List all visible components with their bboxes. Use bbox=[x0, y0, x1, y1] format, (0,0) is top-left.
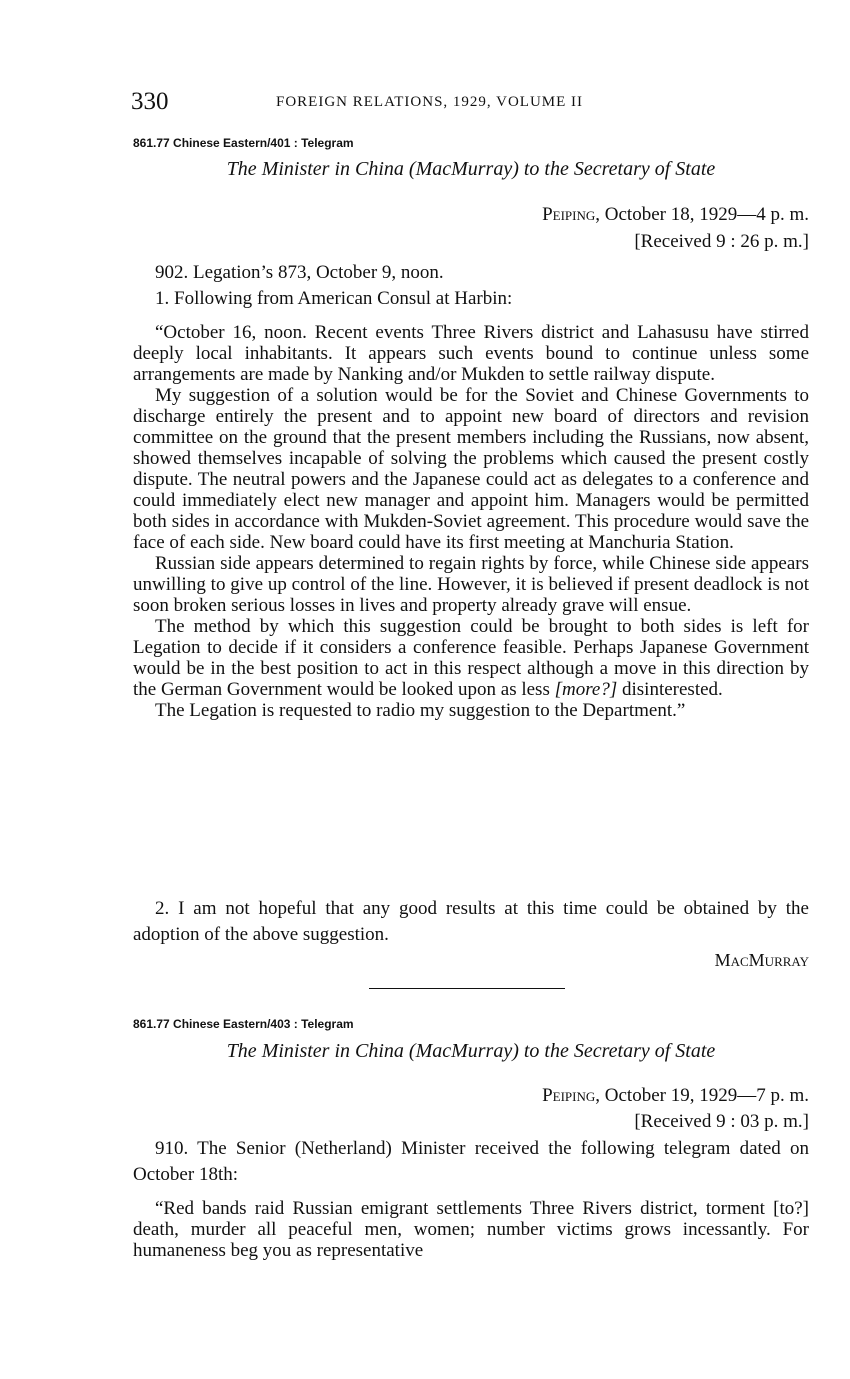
quote-paragraph: My suggestion of a solution would be for the Soviet and Chinese Governments to discharge entirely the present and to appoint new board of directors and revision committee on the ground that the present members including the Russians, now absent, showed themselves incapable of solving the problems which caused the present costly dispute. The neutral powers and the Japanese could act as delegates to a conference and could immediately elect new manager and appoint him. Managers would be permitted both sides in accordance with Mukden-Soviet agreement. This procedure would save the face of each side. New board could have its first meeting at Manchuria Station. bbox=[133, 385, 809, 553]
document-title-2: The Minister in China (MacMurray) to the Secretary of State bbox=[226, 1040, 716, 1062]
dateline-2 bbox=[133, 1083, 809, 1108]
page-number: 330 bbox=[131, 88, 169, 115]
intro-line-1: 902. Legation’s 873, October 9, noon. bbox=[155, 262, 444, 283]
quote-text: The method by which this suggestion could be brought to both sides is left for Legation to decide if it considers a conference feasible. Perhaps Japanese Government would be in the best position to act in this respect although a move in this direction by the German Government would be looked upon as less bbox=[133, 616, 809, 700]
received-line-1: [Received 9 : 26 p. m.] bbox=[634, 231, 809, 252]
quote-paragraph bbox=[133, 616, 809, 700]
running-head: FOREIGN RELATIONS, 1929, VOLUME II bbox=[276, 94, 584, 110]
editorial-insertion: [more?] bbox=[554, 679, 618, 700]
closing-paragraph-1: 2. I am not hopeful that any good results at this time could be obtained by the adoption of the above suggestion. bbox=[133, 898, 809, 945]
quote-text: disinterested. bbox=[617, 679, 723, 700]
quoted-telegram-2 bbox=[133, 1198, 809, 1261]
quote-paragraph: “October 16, noon. Recent events Three Rivers district and Lahasusu have stirred deeply local inhabitants. It appears such events bound to continue unless some arrangements are made by Nanking and/or Mukden to settle railway dispute. bbox=[133, 322, 809, 385]
intro-line-2: 1. Following from American Consul at Harbin: bbox=[155, 288, 513, 309]
quote-paragraph: Russian side appears determined to regain rights by force, while Chinese side appears unwilling to give up control of the line. However, it is believed if present deadlock is not soon broken serious losses in lives and property already grave will ensue. bbox=[133, 553, 809, 616]
dateline-place: Peiping bbox=[542, 204, 596, 225]
page-header bbox=[133, 88, 809, 118]
quote-paragraph: The Legation is requested to radio my suggestion to the Department.” bbox=[155, 700, 686, 721]
dateline-1 bbox=[133, 202, 809, 227]
quoted-telegram-1 bbox=[133, 322, 809, 721]
intro-paragraph-2: 910. The Senior (Netherland) Minister received the following telegram dated on October 18th: bbox=[133, 1138, 809, 1185]
file-reference-2: 861.77 Chinese Eastern/403 : Telegram bbox=[133, 1017, 354, 1031]
section-divider bbox=[369, 988, 565, 989]
quote-paragraph: “Red bands raid Russian emigrant settlements Three Rivers district, torment [to?] death, murder all peaceful men, women; number victims grows incessantly. For humaneness beg you as representative bbox=[133, 1198, 809, 1261]
dateline-place: Peiping bbox=[542, 1085, 596, 1106]
document-title-1: The Minister in China (MacMurray) to the Secretary of State bbox=[226, 158, 716, 180]
dateline-date: , October 19, 1929—7 p. m. bbox=[595, 1085, 809, 1106]
dateline-date: , October 18, 1929—4 p. m. bbox=[595, 204, 809, 225]
received-line-2: [Received 9 : 03 p. m.] bbox=[634, 1111, 809, 1132]
signature-1: MacMurray bbox=[714, 950, 809, 970]
file-reference-1: 861.77 Chinese Eastern/401 : Telegram bbox=[133, 136, 354, 150]
